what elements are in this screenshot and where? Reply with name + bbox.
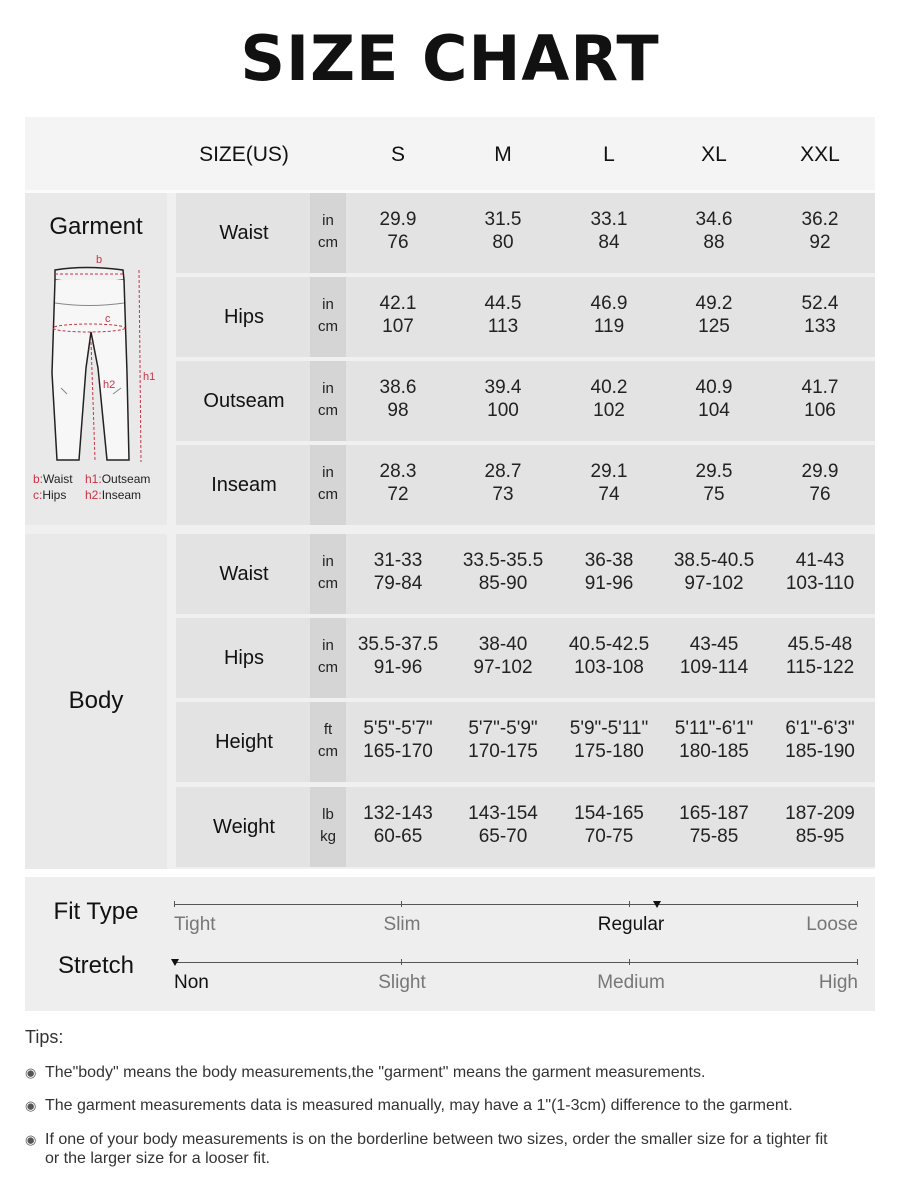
garment-section-header [25, 193, 167, 525]
table-header [25, 117, 875, 193]
cell-value-primary: 40.2 [590, 377, 628, 398]
cell-value-secondary: 113 [487, 316, 519, 337]
scale-tick [857, 959, 858, 965]
row-label: Outseam [203, 390, 285, 412]
unit-secondary: cm [318, 486, 338, 503]
bullet-icon: ◉ [25, 1098, 37, 1113]
fit-stretch-panel [25, 877, 875, 1011]
row-label: Waist [219, 222, 269, 244]
cell-value-primary: 29.9 [801, 461, 839, 482]
size-xl-header: XL [701, 143, 727, 166]
cell-value-secondary: 88 [703, 232, 725, 253]
cell-value-secondary: 85-90 [478, 573, 528, 594]
body-row-weight [176, 787, 875, 867]
fit-type-option-regular: Regular [597, 914, 665, 935]
unit-secondary: cm [318, 743, 338, 760]
body-section-header [25, 534, 167, 869]
scale-tick [174, 901, 175, 907]
cell-value-secondary: 80 [492, 232, 514, 253]
garment-row-hips [176, 277, 875, 357]
tip-item-2 [25, 1096, 880, 1115]
scale-tick [401, 959, 402, 965]
unit-secondary: cm [318, 575, 338, 592]
cell-value-secondary: 180-185 [679, 741, 749, 762]
body-title: Body [68, 687, 124, 714]
cell-value-secondary: 75-85 [689, 826, 739, 847]
scale-tick [629, 901, 630, 907]
legend-inseam: h2:Inseam [85, 488, 142, 502]
cell-value-secondary: 91-96 [373, 657, 423, 678]
cell-value-primary: 36.2 [801, 209, 839, 230]
unit-band [310, 193, 346, 273]
selected-marker-icon [171, 959, 179, 966]
cell-value-primary: 5'9"-5'11" [569, 718, 649, 739]
cell-value-primary: 29.9 [379, 209, 417, 230]
diagram-label-h2: h2 [103, 379, 116, 391]
fit-type-option-slim: Slim [383, 914, 421, 935]
cell-value-primary: 42.1 [379, 293, 417, 314]
cell-value-primary: 5'5"-5'7" [363, 718, 433, 739]
cell-value-secondary: 76 [809, 484, 831, 505]
fit-type-scale [174, 904, 858, 905]
unit-primary: in [322, 212, 334, 229]
unit-band [310, 277, 346, 357]
cell-value-secondary: 73 [492, 484, 514, 505]
cell-value-primary: 165-187 [679, 803, 749, 824]
row-label: Hips [223, 647, 264, 669]
cell-value-primary: 5'11"-6'1" [674, 718, 754, 739]
body-row-height [176, 702, 875, 782]
stretch-scale [174, 962, 858, 963]
size-m-header: M [494, 143, 512, 166]
tip-text: The garment measurements data is measured manually, may have a 1"(1-3cm) difference to the garment. [45, 1097, 793, 1114]
row-label: Hips [223, 306, 264, 328]
cell-value-primary: 43-45 [689, 634, 739, 655]
cell-value-secondary: 125 [698, 316, 730, 337]
cell-value-secondary: 98 [387, 400, 409, 421]
unit-secondary: cm [318, 318, 338, 335]
cell-value-secondary: 106 [804, 400, 836, 421]
cell-value-secondary: 70-75 [584, 826, 634, 847]
unit-primary: in [322, 464, 334, 481]
cell-value-primary: 44.5 [484, 293, 522, 314]
garment-row-inseam [176, 445, 875, 525]
row-label: Height [215, 731, 273, 753]
pants-diagram [25, 248, 167, 508]
cell-value-primary: 29.1 [590, 461, 628, 482]
cell-value-primary: 40.9 [695, 377, 733, 398]
unit-band [310, 534, 346, 614]
scale-tick [629, 959, 630, 965]
tips-title: Tips: [25, 1027, 64, 1047]
scale-tick [401, 901, 402, 907]
cell-value-secondary: 185-190 [785, 741, 855, 762]
cell-value-primary: 154-165 [574, 803, 644, 824]
cell-value-primary: 34.6 [695, 209, 733, 230]
legend-hips: c:Hips [33, 488, 67, 502]
row-label: Inseam [211, 474, 277, 496]
garment-row-waist [176, 193, 875, 273]
cell-value-primary: 52.4 [801, 293, 839, 314]
cell-value-secondary: 133 [804, 316, 836, 337]
cell-value-primary: 33.5-35.5 [462, 550, 544, 571]
cell-value-secondary: 72 [387, 484, 409, 505]
unit-band [310, 445, 346, 525]
cell-value-secondary: 103-110 [785, 573, 855, 594]
cell-value-secondary: 109-114 [679, 657, 749, 678]
cell-value-secondary: 100 [487, 400, 519, 421]
cell-value-secondary: 84 [598, 232, 620, 253]
diagram-label-h1: h1 [143, 371, 156, 383]
cell-value-secondary: 79-84 [373, 573, 423, 594]
cell-value-primary: 132-143 [363, 803, 433, 824]
cell-value-secondary: 102 [593, 400, 625, 421]
stretch-label: Stretch [57, 952, 135, 979]
cell-value-primary: 49.2 [695, 293, 733, 314]
garment-row-outseam [176, 361, 875, 441]
stretch-option-non: Non [174, 972, 209, 993]
bullet-icon: ◉ [25, 1065, 37, 1080]
page-title: SIZE CHART [240, 22, 660, 95]
size-chart-table [25, 117, 875, 869]
cell-value-primary: 38.6 [379, 377, 417, 398]
tip-item-3 [25, 1130, 835, 1168]
cell-value-primary: 38.5-40.5 [673, 550, 755, 571]
unit-band [310, 787, 346, 867]
size-us-label: SIZE(US) [199, 143, 289, 166]
unit-primary: ft [323, 721, 333, 738]
stretch-option-medium: Medium [597, 972, 665, 993]
stretch-option-slight: Slight [378, 972, 426, 993]
cell-value-secondary: 97-102 [473, 657, 533, 678]
legend-waist: b:Waist [33, 472, 73, 486]
cell-value-secondary: 104 [698, 400, 730, 421]
unit-secondary: cm [318, 234, 338, 251]
unit-primary: lb [322, 806, 334, 823]
cell-value-primary: 28.3 [379, 461, 417, 482]
row-label: Waist [219, 563, 269, 585]
tip-text: The"body" means the body measurements,the "garment" means the garment measurements. [45, 1064, 706, 1081]
cell-value-primary: 31.5 [484, 209, 522, 230]
unit-primary: in [322, 553, 334, 570]
cell-value-secondary: 103-108 [574, 657, 644, 678]
unit-secondary: kg [320, 828, 336, 845]
cell-value-primary: 143-154 [468, 803, 538, 824]
unit-secondary: cm [318, 659, 338, 676]
cell-value-primary: 33.1 [590, 209, 628, 230]
cell-value-primary: 5'7"-5'9" [468, 718, 538, 739]
fit-type-label: Fit Type [53, 898, 139, 925]
unit-band [310, 702, 346, 782]
garment-title: Garment [49, 213, 143, 240]
row-label: Weight [213, 816, 275, 838]
cell-value-primary: 6'1"-6'3" [785, 718, 855, 739]
cell-value-primary: 38-40 [478, 634, 528, 655]
unit-secondary: cm [318, 402, 338, 419]
fit-type-option-loose: Loose [806, 914, 858, 935]
cell-value-primary: 36-38 [584, 550, 634, 571]
cell-value-secondary: 97-102 [684, 573, 744, 594]
cell-value-secondary: 76 [387, 232, 409, 253]
cell-value-primary: 46.9 [590, 293, 628, 314]
scale-tick [857, 901, 858, 907]
cell-value-secondary: 165-170 [363, 741, 433, 762]
cell-value-primary: 29.5 [695, 461, 733, 482]
unit-primary: in [322, 637, 334, 654]
cell-value-secondary: 65-70 [478, 826, 528, 847]
cell-value-secondary: 170-175 [468, 741, 538, 762]
cell-value-secondary: 91-96 [584, 573, 634, 594]
unit-primary: in [322, 296, 334, 313]
size-xxl-header: XXL [800, 143, 840, 166]
cell-value-secondary: 85-95 [795, 826, 845, 847]
fit-type-option-tight: Tight [174, 914, 216, 935]
diagram-label-b: b [96, 254, 103, 266]
cell-value-secondary: 115-122 [785, 657, 855, 678]
cell-value-secondary: 60-65 [373, 826, 423, 847]
cell-value-primary: 41.7 [801, 377, 839, 398]
cell-value-primary: 40.5-42.5 [568, 634, 650, 655]
unit-band [310, 361, 346, 441]
cell-value-primary: 45.5-48 [787, 634, 853, 655]
tip-text: If one of your body measurements is on the borderline between two sizes, order the smaller size for a tighter fit or the larger size for a looser fit. [45, 1131, 828, 1167]
body-row-waist [176, 534, 875, 614]
size-l-header: L [603, 143, 615, 166]
cell-value-primary: 31-33 [373, 550, 423, 571]
cell-value-secondary: 107 [382, 316, 414, 337]
tip-item-1 [25, 1063, 865, 1082]
bullet-icon: ◉ [25, 1132, 37, 1147]
body-row-hips [176, 618, 875, 698]
cell-value-primary: 39.4 [484, 377, 522, 398]
legend-outseam: h1:Outseam [85, 472, 151, 486]
cell-value-primary: 28.7 [484, 461, 522, 482]
size-s-header: S [390, 143, 405, 166]
diagram-label-c: c [105, 313, 111, 325]
cell-value-primary: 41-43 [795, 550, 845, 571]
cell-value-primary: 187-209 [785, 803, 855, 824]
cell-value-secondary: 92 [809, 232, 831, 253]
cell-value-secondary: 74 [598, 484, 620, 505]
cell-value-secondary: 119 [593, 316, 625, 337]
cell-value-secondary: 75 [703, 484, 725, 505]
unit-band [310, 618, 346, 698]
unit-primary: in [322, 380, 334, 397]
cell-value-secondary: 175-180 [574, 741, 644, 762]
stretch-option-high: High [818, 972, 858, 993]
cell-value-primary: 35.5-37.5 [357, 634, 439, 655]
selected-marker-icon [653, 901, 661, 908]
